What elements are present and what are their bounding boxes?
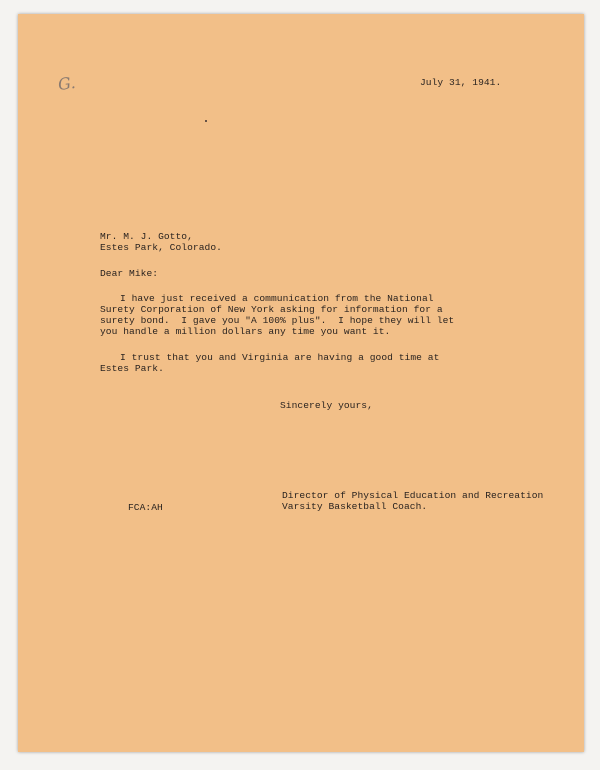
body-line: surety bond. I gave you "A 100% plus". I hope they will let	[100, 315, 455, 326]
letter-date: July 31, 1941.	[420, 77, 502, 88]
letter-page	[18, 14, 584, 752]
body-line: you handle a million dollars any time you want it.	[100, 326, 391, 337]
body-line: I trust that you and Virginia are having a good time at	[120, 352, 440, 363]
body-line: Estes Park.	[100, 363, 164, 374]
signature-subtitle: Varsity Basketball Coach.	[282, 501, 428, 512]
paper-speck	[205, 120, 207, 122]
salutation: Dear Mike:	[100, 268, 159, 279]
recipient-address: Estes Park, Colorado.	[100, 242, 222, 253]
recipient-name: Mr. M. J. Gotto,	[100, 231, 193, 242]
closing: Sincerely yours,	[280, 400, 373, 411]
handwritten-mark: G.	[56, 72, 77, 95]
body-line: Surety Corporation of New York asking for information for a	[100, 304, 443, 315]
reference-initials: FCA:AH	[128, 502, 163, 513]
signature-title: Director of Physical Education and Recreation	[282, 490, 544, 501]
body-line: I have just received a communication from the National	[120, 293, 434, 304]
